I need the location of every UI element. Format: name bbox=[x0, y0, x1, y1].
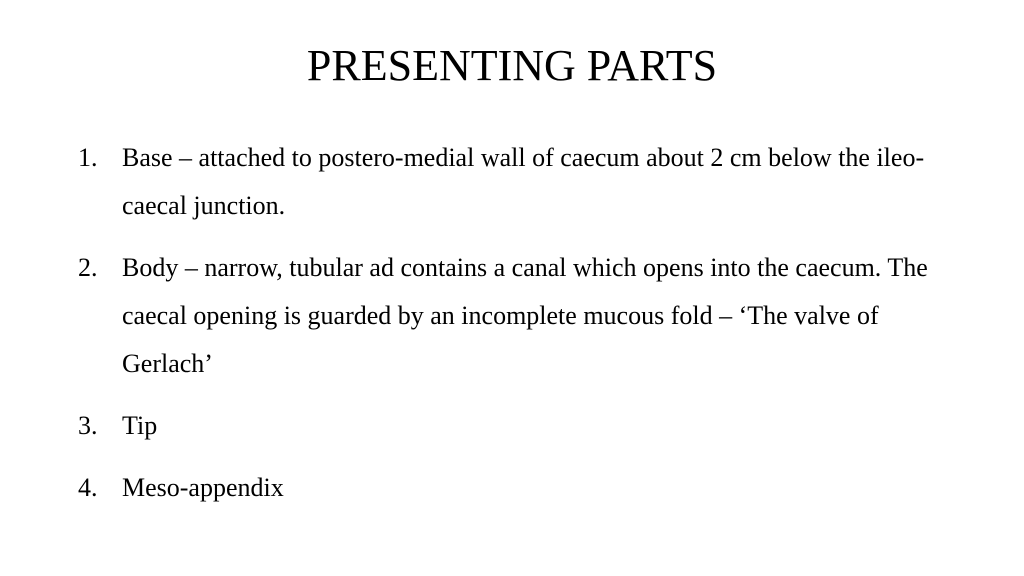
slide-title: PRESENTING PARTS bbox=[306, 41, 718, 90]
list-number: 3. bbox=[78, 411, 98, 440]
list-item-2 bbox=[78, 244, 978, 388]
list-number: 1. bbox=[78, 143, 98, 172]
list-item-text: Body – narrow, tubular ad contains a canal which opens into the caecum. The caecal opening is guarded by an incomplete mucous fold – ‘The valve of Gerlach’ bbox=[122, 253, 928, 378]
list-item-1 bbox=[78, 134, 978, 230]
list-number: 4. bbox=[78, 473, 98, 502]
list-number: 2. bbox=[78, 253, 98, 282]
list-item-text: Tip bbox=[122, 411, 158, 440]
numbered-list bbox=[78, 134, 978, 526]
list-item-3 bbox=[78, 402, 978, 450]
list-item-text: Base – attached to postero-medial wall of caecum about 2 cm below the ileo-caecal junction. bbox=[122, 143, 925, 220]
list-item-4 bbox=[78, 464, 978, 512]
list-item-text: Meso-appendix bbox=[122, 473, 284, 502]
